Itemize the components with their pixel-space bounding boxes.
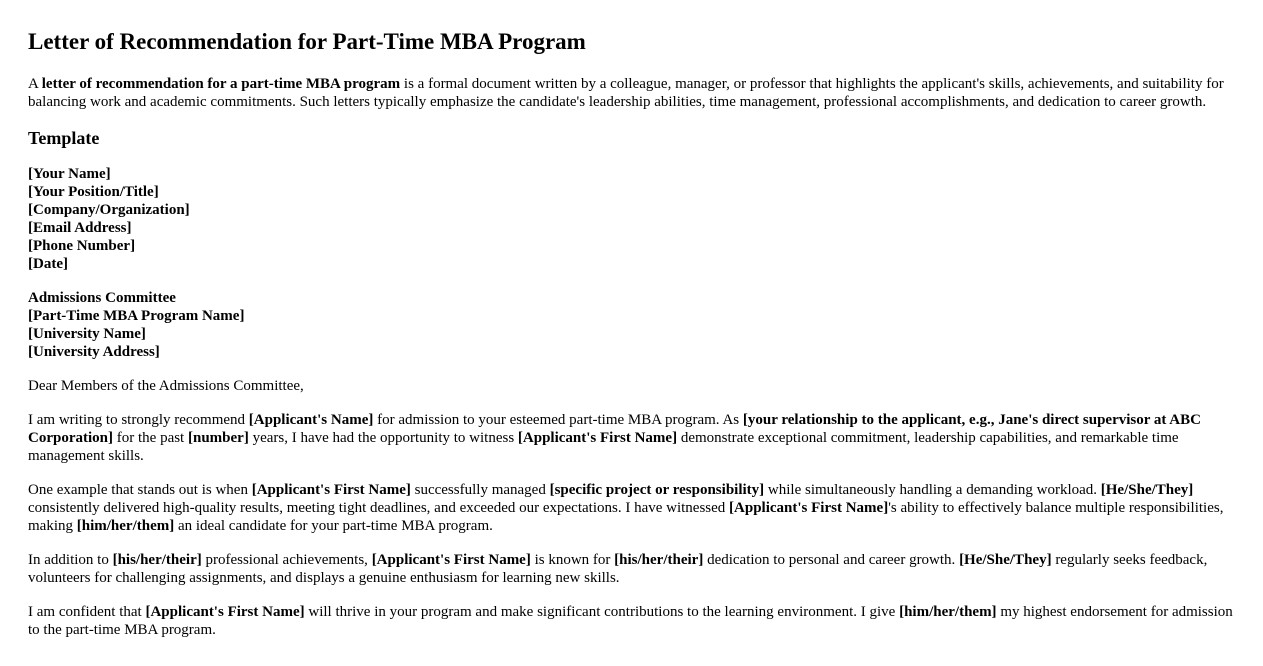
p3-placeholder-3: [his/her/their] <box>614 552 704 568</box>
body-paragraph-1 <box>28 411 1233 465</box>
page-title: Letter of Recommendation for Part-Time MBA Program <box>28 29 586 54</box>
recipient-block <box>28 289 1233 361</box>
template-heading: Template <box>28 128 100 148</box>
p3-text-5: regularly seeks feedback, volunteers for challenging assignments, and displays a genuine enthusiasm for learning new skills. <box>28 552 1208 586</box>
p3-placeholder-1: [his/her/their] <box>112 552 202 568</box>
p3-text-2: professional achievements, <box>201 552 372 568</box>
p2-text-1: One example that stands out is when <box>28 482 252 498</box>
sender-phone: [Phone Number] <box>28 238 136 254</box>
p1-text-3: for the past <box>113 430 188 446</box>
p4-text-3: my highest endorsement for admission to the part-time MBA program. <box>28 604 1233 638</box>
recipient-program: [Part-Time MBA Program Name] <box>28 308 245 324</box>
p1-text-2: for admission to your esteemed part-time MBA program. As <box>373 412 743 428</box>
body-paragraph-2 <box>28 481 1233 535</box>
p1-placeholder-3: [number] <box>187 430 249 446</box>
body-paragraph-4 <box>28 603 1233 639</box>
p4-text-1: I am confident that <box>28 604 146 620</box>
intro-rest: is a formal document written by a colleague, manager, or professor that highlights the applicant's skills, achievements, and suitability for balancing work and academic commitments. Such letters typically emphasize the candidate's leadership abilities, time management, professional accomplishments, and dedication to career growth. <box>28 76 1224 110</box>
intro-paragraph <box>28 75 1233 111</box>
p1-placeholder-1: [Applicant's Name] <box>248 412 374 428</box>
document-body <box>28 28 1233 655</box>
p2-text-4: consistently delivered high-quality results, meeting tight deadlines, and exceeded our expectations. I have witnessed <box>28 500 730 516</box>
p4-placeholder-1: [Applicant's First Name] <box>145 604 305 620</box>
p2-placeholder-1: [Applicant's First Name] <box>251 482 411 498</box>
sender-email: [Email Address] <box>28 220 132 236</box>
recipient-address: [University Address] <box>28 344 160 360</box>
p2-placeholder-3: [He/She/They] <box>1100 482 1194 498</box>
p2-text-6: an ideal candidate for your part-time MBA program. <box>174 518 493 534</box>
intro-bold: letter of recommendation for a part-time MBA program <box>41 76 401 92</box>
sender-name: [Your Name] <box>28 166 111 182</box>
body-paragraph-3 <box>28 551 1233 587</box>
p2-text-5: 's ability to effectively balance multiple responsibilities, making <box>28 500 1224 534</box>
sender-company: [Company/Organization] <box>28 202 190 218</box>
p3-placeholder-2: [Applicant's First Name] <box>371 552 531 568</box>
p1-placeholder-4: [Applicant's First Name] <box>517 430 678 446</box>
p2-placeholder-4: [Applicant's First Name] <box>729 500 889 516</box>
recipient-committee: Admissions Committee <box>28 290 176 306</box>
p3-text-1: In addition to <box>28 552 113 568</box>
sender-date: [Date] <box>28 256 68 272</box>
p3-text-4: dedication to personal and career growth. <box>703 552 960 568</box>
salutation: Dear Members of the Admissions Committee, <box>28 378 304 394</box>
p1-placeholder-2: [your relationship to the applicant, e.g., Jane's direct supervisor at ABC Corporation] <box>28 412 1201 446</box>
p4-text-2: will thrive in your program and make significant contributions to the learning environment. I give <box>304 604 900 620</box>
p2-placeholder-5: [him/her/them] <box>76 518 175 534</box>
p2-text-2: successfully managed <box>410 482 550 498</box>
recipient-university: [University Name] <box>28 326 146 342</box>
p2-placeholder-2: [specific project or responsibility] <box>549 482 765 498</box>
sender-block <box>28 165 1233 273</box>
p1-text-1: I am writing to strongly recommend <box>28 412 249 428</box>
p3-text-3: is known for <box>530 552 615 568</box>
p2-text-3: while simultaneously handling a demanding workload. <box>764 482 1101 498</box>
p1-text-5: demonstrate exceptional commitment, leadership capabilities, and remarkable time management skills. <box>28 430 1179 464</box>
sender-position: [Your Position/Title] <box>28 184 159 200</box>
p3-placeholder-4: [He/She/They] <box>959 552 1052 568</box>
p1-text-4: years, I have had the opportunity to witness <box>248 430 518 446</box>
intro-lead: A <box>28 76 42 92</box>
p4-placeholder-2: [him/her/them] <box>899 604 997 620</box>
